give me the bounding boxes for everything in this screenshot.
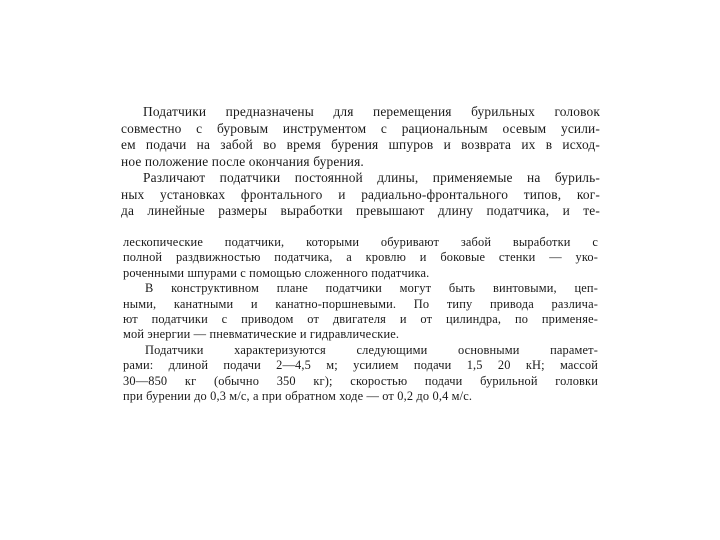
text-line: полной раздвижностью податчика, а кровлю и боковые стенки — уко- [123, 250, 598, 265]
top-text-block [121, 104, 600, 220]
text-line: Податчики предназначены для перемещения бурильных головок [143, 104, 600, 119]
paragraph [123, 235, 598, 281]
paragraph [121, 104, 600, 170]
text-line: ют податчики с приводом от двигателя и от цилиндра, по применяе- [123, 312, 598, 327]
text-line: ное положение после окончания бурения. [121, 153, 364, 169]
text-line: Различают податчики постоянной длины, применяемые на буриль- [143, 170, 600, 185]
text-line: ных установках фронтального и радиально-фронтального типов, ког- [121, 186, 600, 202]
text-line: мой энергии — пневматические и гидравлические. [123, 327, 400, 342]
text-line: ем подачи на забой во время бурения шпуров и возврата их в исход- [121, 137, 600, 152]
text-line: Податчики характеризуются следующими основными парамет- [145, 342, 598, 357]
text-line: 30—850 кг (обычно 350 кг); скоростью подачи бурильной головки [123, 373, 598, 388]
text-line: ными, канатными и канатно-поршневыми. По типу привода различа- [123, 296, 598, 311]
paragraph [123, 281, 598, 343]
bottom-text-block [123, 235, 598, 404]
text-line: роченными шпурами с помощью сложенного податчика. [123, 265, 430, 280]
text-line: да линейные размеры выработки превышают длину податчика, и те- [121, 203, 600, 218]
text-line: В конструктивном плане податчики могут быть винтовыми, цеп- [145, 281, 598, 296]
text-line: рами: длиной подачи 2—4,5 м; усилием подачи 1,5 20 кН; массой [123, 358, 598, 373]
paragraph [121, 170, 600, 220]
text-line: лескопические податчики, которыми обуривают забой выработки с [123, 235, 598, 249]
text-line: при бурении до 0,3 м/с, а при обратном ходе — от 0,2 до 0,4 м/с. [123, 389, 473, 404]
text-line: совместно с буровым инструментом с рациональным осевым усили- [121, 120, 600, 136]
paragraph [123, 343, 598, 405]
